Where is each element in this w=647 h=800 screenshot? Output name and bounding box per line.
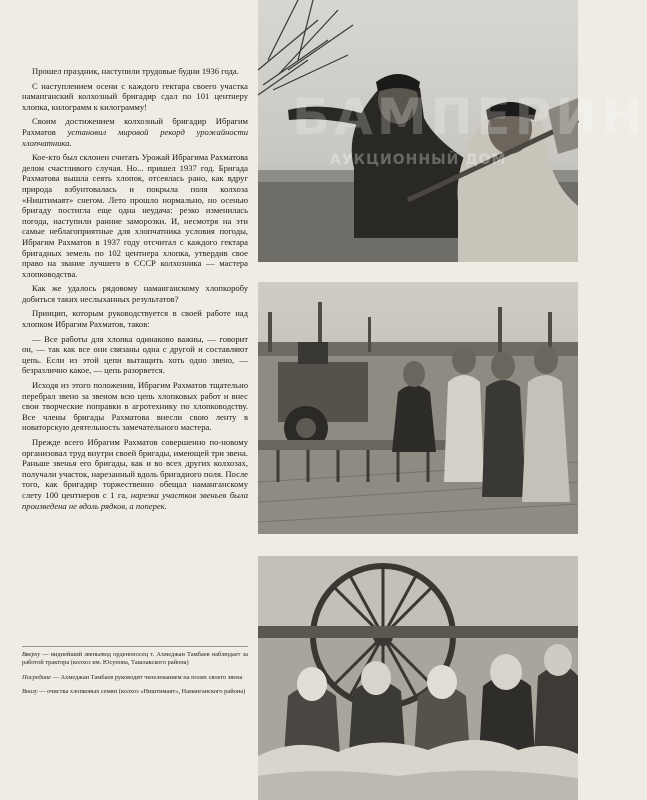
article-paragraph: Прошел праздник, наступили трудовые будни 1936 года. (32, 66, 239, 76)
caption-lead: Вверху (22, 651, 41, 658)
photo-captions (22, 646, 248, 703)
article-paragraph-emphasis: установил мировой рекорд урожайности хлопчатника. (22, 126, 248, 148)
photo-bottom-seed-cleaning (258, 556, 578, 800)
caption-bottom (22, 688, 248, 696)
watermark-subtitle: АУКЦИОННЫЙ ДОМ (330, 152, 507, 168)
article-column (22, 66, 248, 515)
article-paragraph (22, 437, 248, 511)
article-paragraph: С наступлением осени с каждого гектара своего участка наманганский колхозный бригадир сдал по 101 центнеру хлопка, килограмм к килограмму! (22, 80, 248, 112)
caption-middle (22, 674, 248, 682)
article-paragraph-text: Прежде всего Ибрагим Рахматов совершенно по-новому организовал труд внутри своей бригады, имеющей три звена. Раньше звенья его бригады, как и во всех других колхозах, получали участок, нарезанный вдоль бригадного поля. После того, как бригадир торжественно обещал наманганскому слету 100 центнеров с 1 га, (22, 437, 248, 500)
caption-text: — очистка хлопковых семян (колхоз «Ништимаят», Наманганского района) (37, 688, 246, 696)
article-paragraph-text: Своим достижением колхозный бригадир Ибрагим Рахматов (22, 116, 248, 137)
article-paragraph: Исходя из этого положения, Ибрагим Рахматов тщательно перебрал звено за звеном всю цепь хлопковых работ и внес свои творческие поправки в агротехнику по хлопководству. Все члены бригады Рахматова внесли свою ленту в новаторскую деятельность замечательного мастера. (22, 380, 248, 433)
caption-top (22, 651, 248, 667)
caption-text: — виднейший звеньевод орденоносец т. Ахмеджан Тамбаев наблюдает за работой трактора (колхоз им. Юсупова, Ташлакского района) (22, 651, 248, 666)
article-paragraph-emphasis: нарезка участков звеньев была произведена не вдоль рядков, а поперек. (22, 489, 248, 511)
caption-lead: Посредине (22, 673, 51, 681)
article-paragraph: Кое-кто был склонен считать Урожай Ибрагима Рахматова делом счастливого случая. Но... пришел 1937 год. Бригада Рахматова вышла сеять хлопок, отсеялась рано, как вдруг природа взбунтовалась и покрыла поля колхоза «Ништимаят» снегом. Лето прошло нормально, но осенью бригаду постигла еще одна неудача: резко изменилась погода, наступили ранние заморозки. И, несмотря на эти самые неблагоприятные для хлопчатника условия погоды, Ибрагим Рахматов в 1937 году отсчитал с каждого гектара бригадных земель по 102 центнера хлопка, утвердив свое право на звание лучшего в СССР колхозника — мастера хлопководства. (22, 152, 248, 279)
photo-middle-tractor-field (258, 282, 578, 534)
article-paragraph: Как же удалось рядовому наманганскому хлопкоробу добиться таких неслыханных результатов? (22, 283, 248, 304)
caption-lead: Внизу (22, 688, 38, 696)
article-paragraph: Принцип, которым руководствуется в своей работе над хлопком Ибрагим Рахматов, таков: (22, 308, 248, 330)
watermark: БАМПЕРИН (292, 88, 647, 146)
photo-top-men-with-hoe (258, 0, 578, 262)
article-paragraph: — Все работы для хлопка одинаково важны, — говорит он, — так как все они связаны одна с другой и составляют цепь. Если из этой цепи вытащить хоть одно звено, — безразлично какое, — цепь разорвется. (22, 333, 248, 376)
article-paragraph (22, 116, 248, 148)
caption-text: — Ахмеджан Тамбаев руководит чизелеванием на полях своего звена (50, 673, 243, 681)
